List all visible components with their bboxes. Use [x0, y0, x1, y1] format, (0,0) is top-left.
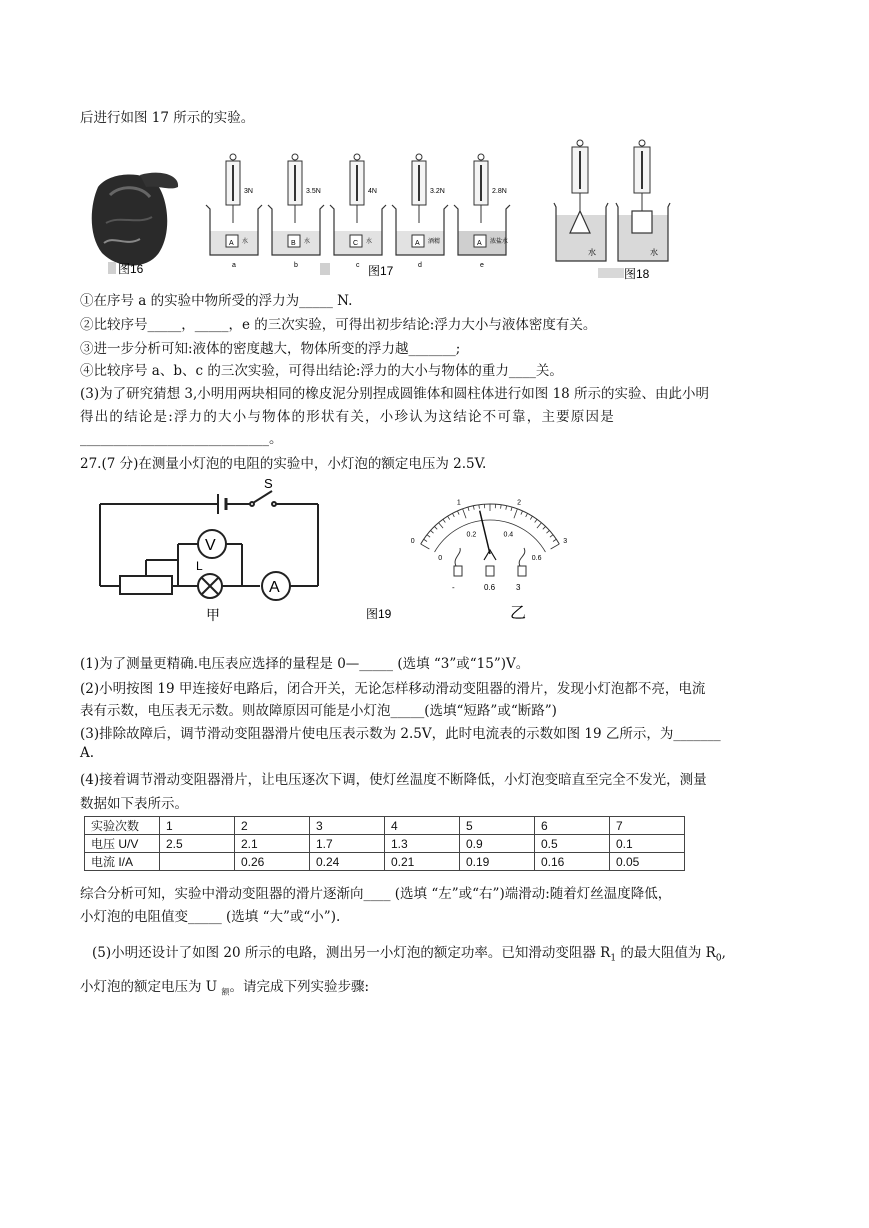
q26-item1: ①在序号 a 的实验中物所受的浮力为_____ N.	[80, 293, 353, 309]
table-cell: 1	[160, 817, 235, 835]
fig17-sub-label: d	[418, 262, 422, 269]
dial-tick	[457, 511, 459, 515]
table-cell: 0.19	[460, 853, 535, 871]
dial-tick	[537, 523, 541, 528]
dial-tick	[535, 519, 537, 522]
fig17-label: 图17	[368, 264, 394, 278]
fig19-jia-label: 甲	[206, 607, 220, 623]
table-cell: 4	[385, 817, 460, 835]
dial-tick	[506, 506, 507, 510]
fig17-liquid: 酒精	[428, 239, 441, 245]
fig18-liquid: 水	[588, 248, 596, 257]
dial-tick	[421, 544, 430, 549]
fig19-label: 图19	[366, 607, 392, 621]
table-cell: 1.3	[385, 835, 460, 853]
dial-terminal-label: 3	[516, 583, 521, 592]
dial-top-label: 3	[563, 538, 568, 545]
fig17-beaker-3	[330, 154, 386, 269]
dial-inner-arc	[435, 520, 546, 552]
q27-p4-line1: (4)接着调节滑动变阻器滑片，让电压逐次下调，使灯丝温度不断降低，小灯泡变暗直至完全不发光，测量	[80, 772, 707, 788]
table-row-header: 实验次数	[85, 817, 160, 835]
dial-tick	[452, 513, 454, 517]
fig17-sub-label: e	[480, 262, 484, 269]
voltmeter-label: V	[205, 537, 216, 554]
data-table	[84, 816, 685, 871]
dial-bottom-label: 0.6	[531, 555, 542, 562]
dial-tick	[424, 539, 427, 541]
q27-p3-line2: A.	[80, 745, 95, 761]
table-row-header: 电压 U/V	[85, 835, 160, 853]
q27-p5-line1: (5)小明还设计了如图 20 所示的电路，测出另一小灯泡的额定功率。已知滑动变阻器 $R_1$ 的最大阻值为 $R_0$,	[92, 945, 726, 964]
fig17-beaker-1	[206, 154, 262, 269]
fig17-sub-label: c	[356, 262, 360, 269]
dial-wire	[455, 548, 460, 566]
dial-tick	[543, 526, 546, 529]
fig17-sub-label: a	[232, 262, 236, 269]
table-row	[85, 835, 685, 853]
fig18-group	[554, 140, 670, 261]
dial-tick	[463, 509, 466, 518]
dial-tick	[439, 523, 443, 528]
dial-tick	[431, 530, 434, 533]
fig17-sub-label: b	[294, 262, 298, 269]
dial-bottom-label: 0	[438, 555, 443, 562]
fig19-yi-label: 乙	[510, 605, 527, 622]
table-row	[85, 817, 685, 835]
fig18-beaker-2	[616, 140, 670, 261]
q26-part3-line1: (3)为了研究猜想 3,小明用两块相同的橡皮泥分别捏成圆锥体和圆柱体进行如图 18 所示的实验、由此小明	[80, 386, 710, 402]
fig17-reading: 4N	[368, 188, 377, 195]
fig17-beaker-5	[454, 154, 510, 269]
table-cell: 0.1	[610, 835, 685, 853]
fig17-reading: 3.5N	[306, 188, 321, 195]
table-cell: 0.26	[235, 853, 310, 871]
table-cell: 0.05	[610, 853, 685, 871]
table-cell: 2	[235, 817, 310, 835]
dial-tick	[530, 516, 532, 519]
fig17-liquid: 水	[242, 239, 249, 245]
q27-title: 27.(7 分)在测量小灯泡的电阻的实验中，小灯泡的额定电压为 2.5V.	[80, 456, 487, 472]
q27-p4-line2: 数据如下表所示。	[80, 796, 188, 812]
dial-tick	[553, 539, 556, 541]
table-cell: 2.1	[235, 835, 310, 853]
table-cell: 0.9	[460, 835, 535, 853]
dial-top-label: 2	[517, 499, 522, 507]
lamp-label: L	[196, 559, 203, 573]
intro-text: 后进行如图 17 所示的实验。	[80, 110, 255, 126]
q27-p6-line: 小灯泡的额定电压为 U $_额$。请完成下列实验步骤:	[80, 979, 370, 997]
table-row	[85, 853, 685, 871]
dial-tick	[551, 544, 560, 549]
fig18-liquid: 水	[650, 248, 658, 257]
fig17-beaker-4	[392, 154, 448, 269]
table-cell	[160, 853, 235, 871]
figures-16-17-18	[80, 135, 700, 285]
table-cell: 0.21	[385, 853, 460, 871]
dial-terminal	[518, 566, 526, 576]
table-cell: 2.5	[160, 835, 235, 853]
dial-tick	[473, 506, 474, 510]
dial-terminal-label: 0.6	[484, 583, 496, 592]
dial-tick	[427, 535, 430, 537]
fig17-block-letter: B	[291, 240, 296, 247]
dial-bottom-label: 0.2	[466, 531, 477, 539]
table-cell: 0.16	[535, 853, 610, 871]
dial-tick	[550, 535, 553, 537]
fig17-group	[206, 154, 510, 269]
dial-tick	[514, 509, 517, 518]
ammeter-label: A	[269, 579, 280, 596]
dial-top-label: 1	[456, 499, 461, 507]
fig17-block-letter: A	[229, 240, 234, 247]
dial-tick	[434, 526, 437, 529]
dial-terminal	[454, 566, 462, 576]
dial-tick	[521, 511, 523, 515]
table-cell: 1.7	[310, 835, 385, 853]
fig18-beaker-1	[554, 140, 608, 261]
switch-label: S	[264, 476, 273, 491]
dial-tick	[468, 507, 469, 511]
q26-item4: ④比较序号 a、b、c 的三次实验，可得出结论:浮力的大小与物体的重力____关。	[80, 363, 563, 379]
fig16-label: 图16	[118, 262, 144, 276]
dial-terminal	[486, 566, 494, 576]
q27-p2-line2: 表有示数，电压表无示数。则故障原因可能是小灯泡_____(选填“短路”或“断路”)	[80, 703, 557, 719]
table-cell: 3	[310, 817, 385, 835]
figure-19	[90, 474, 590, 624]
q27-p3-line1: (3)排除故障后，调节滑动变阻器滑片使电压表示数为 2.5V，此时电流表的示数如图 19 乙所示，为_______	[80, 726, 721, 742]
fig16-clay-image	[92, 173, 178, 266]
fig17-block-letter: A	[415, 240, 420, 247]
dial-pointer	[480, 511, 490, 554]
dial-tick	[448, 516, 450, 519]
q27-p4-line3: 综合分析可知，实验中滑动变阻器的滑片逐渐向____ (选填 “左”或“右”)端滑动:随着灯丝温度降低，	[80, 886, 672, 902]
fig17-reading: 2.8N	[492, 188, 507, 195]
fig17-beaker-2	[268, 154, 324, 269]
dial-top-label: 0	[410, 538, 415, 545]
fig17-block-letter: A	[477, 240, 482, 247]
fig17-liquid: 水	[304, 239, 311, 245]
fig17-liquid: 水	[366, 239, 373, 245]
dial-wire	[519, 548, 525, 566]
dial-tick	[501, 505, 502, 509]
dial-terminal-label: -	[452, 583, 455, 592]
dial-tick	[443, 519, 445, 522]
dial-tick	[479, 505, 480, 509]
q27-p4-line4: 小灯泡的电阻值变_____ (选填 “大”或“小”).	[80, 909, 341, 925]
q27-p1: (1)为了测量更精确.电压表应选择的量程是 0—_____ (选填 “3”或“15”)V。	[80, 656, 530, 672]
fig18-label: 图18	[624, 267, 650, 281]
ammeter-dial	[411, 499, 567, 592]
dial-bottom-label: 0.4	[503, 531, 514, 539]
table-cell: 0.5	[535, 835, 610, 853]
dial-tick	[546, 530, 549, 533]
table-cell: 0.24	[310, 853, 385, 871]
q26-item2: ②比较序号_____，_____，e 的三次实验，可得出初步结论:浮力大小与液体密度有关。	[80, 317, 597, 333]
table-cell: 5	[460, 817, 535, 835]
table-cell: 7	[610, 817, 685, 835]
fig17-block-letter: C	[353, 240, 359, 247]
dial-tick	[511, 507, 512, 511]
fig17-reading: 3N	[244, 188, 253, 195]
table-row-header: 电流 I/A	[85, 853, 160, 871]
fig17-reading: 3.2N	[430, 188, 445, 195]
dial-tick	[526, 513, 528, 517]
q26-part3-line2: 得出的结论是:浮力的大小与物体的形状有关，小珍认为这结论不可靠，主要原因是	[80, 409, 615, 425]
q26-part3-line3: ____________________________。	[80, 431, 283, 447]
q27-p2-line1: (2)小明按图 19 甲连接好电路后，闭合开关，无论怎样移动滑动变阻器的滑片，发现小灯泡都不亮，电流	[80, 681, 706, 697]
table-cell: 6	[535, 817, 610, 835]
fig17-liquid: 浓盐水	[490, 239, 509, 245]
q26-item3: ③进一步分析可知:液体的密度越大，物体所变的浮力越_______;	[80, 341, 461, 357]
